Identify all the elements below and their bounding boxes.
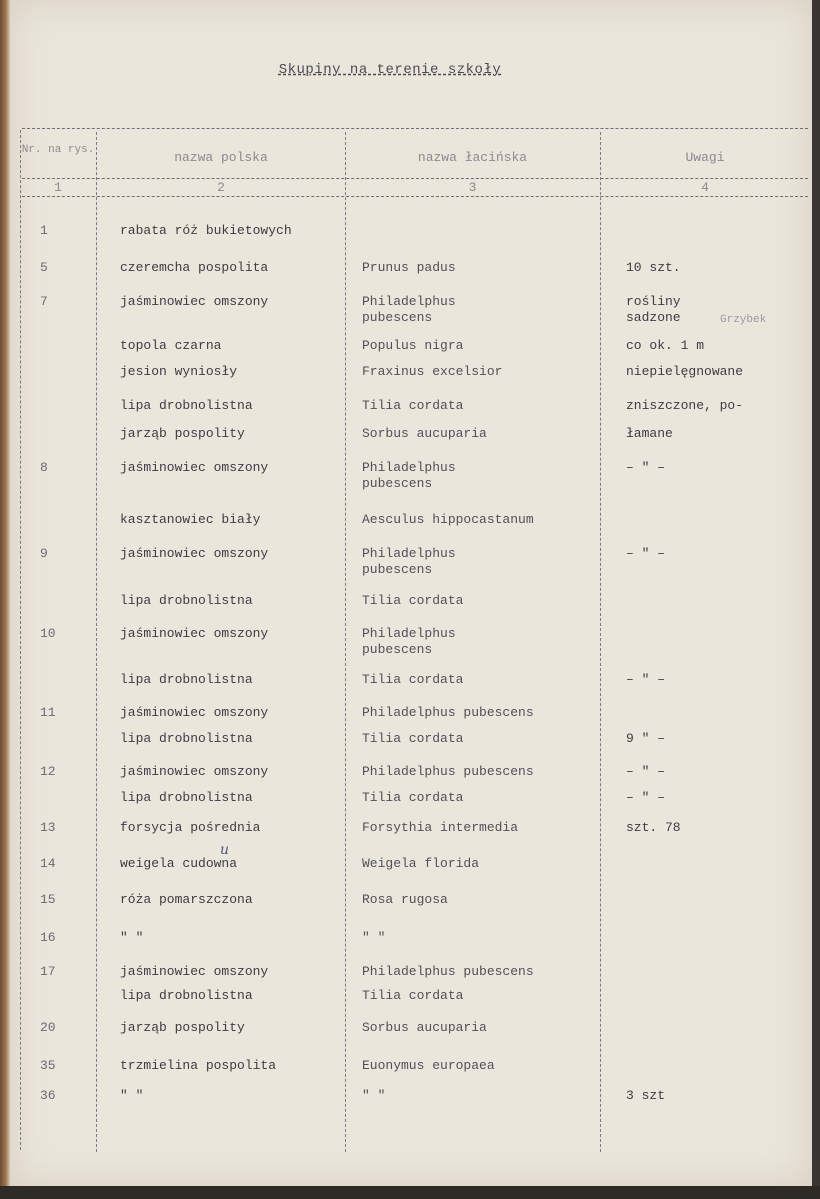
latin-name: Philadelphus pubescens xyxy=(362,764,534,779)
latin-name: Weigela florida xyxy=(362,856,480,871)
polish-name: forsycja pośrednia xyxy=(120,820,261,835)
row-number: 13 xyxy=(40,820,56,835)
polish-name: jaśminowiec omszony xyxy=(120,546,269,561)
col2-divider xyxy=(345,132,346,1152)
polish-name: jarząb pospolity xyxy=(120,426,245,441)
polish-name: rabata róż bukietowych xyxy=(120,223,292,238)
polish-name: lipa drobnolistna xyxy=(120,988,253,1003)
remarks: niepielęgnowane xyxy=(626,364,744,379)
latin-name-cont: pubescens xyxy=(362,642,433,657)
latin-name: Tilia cordata xyxy=(362,672,464,687)
remarks: co ok. 1 m xyxy=(626,338,705,353)
polish-name: trzmielina pospolita xyxy=(120,1058,277,1073)
latin-name: Euonymus europaea xyxy=(362,1058,495,1073)
latin-name-cont: pubescens xyxy=(362,476,433,491)
polish-name: czeremcha pospolita xyxy=(120,260,269,275)
handwritten-correction: u xyxy=(220,842,230,858)
row-number: 1 xyxy=(40,223,48,238)
polish-name: lipa drobnolistna xyxy=(120,398,253,413)
row-number: 9 xyxy=(40,546,48,561)
latin-name: Tilia cordata xyxy=(362,790,464,805)
remarks: łamane xyxy=(626,426,673,441)
remarks: – " – xyxy=(626,460,666,475)
remarks: – " – xyxy=(626,790,666,805)
document-page xyxy=(10,0,812,1186)
row-number: 7 xyxy=(40,294,48,309)
latin-name-cont: pubescens xyxy=(362,562,433,577)
polish-name: jaśminowiec omszony xyxy=(120,964,269,979)
polish-name: " " xyxy=(120,930,144,945)
row-number: 20 xyxy=(40,1020,56,1035)
polish-name: topola czarna xyxy=(120,338,222,353)
latin-name: Philadelphus xyxy=(362,546,456,561)
header-latin-name: nazwa łacińska xyxy=(417,150,528,165)
polish-name: jaśminowiec omszony xyxy=(120,705,269,720)
latin-name: Philadelphus xyxy=(362,460,456,475)
header-nr: Nr. na rys. xyxy=(21,144,95,156)
scan-bottom-edge xyxy=(0,1186,820,1199)
polish-name: lipa drobnolistna xyxy=(120,593,253,608)
latin-name: Sorbus aucuparia xyxy=(362,1020,487,1035)
remarks: – " – xyxy=(626,546,666,561)
remarks: szt. 78 xyxy=(626,820,681,835)
number-row-rule xyxy=(22,196,808,197)
row-number: 17 xyxy=(40,964,56,979)
row-number: 36 xyxy=(40,1088,56,1103)
latin-name: Tilia cordata xyxy=(362,731,464,746)
col1-divider xyxy=(96,132,97,1152)
row-number: 15 xyxy=(40,892,56,907)
table-top-rule xyxy=(22,128,808,129)
row-number: 10 xyxy=(40,626,56,641)
polish-name: lipa drobnolistna xyxy=(120,731,253,746)
latin-name: Rosa rugosa xyxy=(362,892,448,907)
latin-name: Philadelphus xyxy=(362,294,456,309)
latin-name: Tilia cordata xyxy=(362,988,464,1003)
row-number: 16 xyxy=(40,930,56,945)
page-title: Skupiny na terenie szkoły xyxy=(278,62,502,78)
latin-name: Aesculus hippocastanum xyxy=(362,512,534,527)
latin-name: Philadelphus pubescens xyxy=(362,705,534,720)
polish-name: " " xyxy=(120,1088,144,1103)
latin-name: Philadelphus xyxy=(362,626,456,641)
polish-name: jaśminowiec omszony xyxy=(120,294,269,309)
latin-name: Fraxinus excelsior xyxy=(362,364,503,379)
latin-name: Philadelphus pubescens xyxy=(362,964,534,979)
remarks: 3 szt xyxy=(626,1088,666,1103)
row-number: 8 xyxy=(40,460,48,475)
latin-name: Forsythia intermedia xyxy=(362,820,519,835)
remarks: rośliny xyxy=(626,294,681,309)
table-left-rule xyxy=(20,130,21,1150)
row-number: 5 xyxy=(40,260,48,275)
remarks: – " – xyxy=(626,764,666,779)
header-rule xyxy=(22,178,808,179)
polish-name: kasztanowiec biały xyxy=(120,512,261,527)
latin-name: Sorbus aucuparia xyxy=(362,426,487,441)
row-number: 35 xyxy=(40,1058,56,1073)
polish-name: jarząb pospolity xyxy=(120,1020,245,1035)
header-num-3: 3 xyxy=(468,180,477,195)
latin-name: Populus nigra xyxy=(362,338,464,353)
polish-name: jaśminowiec omszony xyxy=(120,764,269,779)
polish-name: róża pomarszczona xyxy=(120,892,253,907)
latin-name: Tilia cordata xyxy=(362,398,464,413)
header-num-1: 1 xyxy=(54,180,62,195)
polish-name: jaśminowiec omszony xyxy=(120,626,269,641)
polish-name: weigela cudowna xyxy=(120,856,238,871)
remarks: zniszczone, po- xyxy=(626,398,744,413)
latin-name: " " xyxy=(362,930,386,945)
col3-divider xyxy=(600,132,601,1152)
row-number: 11 xyxy=(40,705,56,720)
remarks-cont: sadzone xyxy=(626,310,681,325)
margin-note: Grzybek xyxy=(720,314,767,326)
latin-name: " " xyxy=(362,1088,386,1103)
header-num-4: 4 xyxy=(701,180,709,195)
header-num-2: 2 xyxy=(217,180,225,195)
polish-name: lipa drobnolistna xyxy=(120,790,253,805)
row-number: 14 xyxy=(40,856,56,871)
latin-name: Prunus padus xyxy=(362,260,456,275)
row-number: 12 xyxy=(40,764,56,779)
latin-name-cont: pubescens xyxy=(362,310,433,325)
remarks: – " – xyxy=(626,672,666,687)
book-binding xyxy=(0,0,10,1199)
remarks: 9 " – xyxy=(626,731,666,746)
remarks: 10 szt. xyxy=(626,260,681,275)
polish-name: lipa drobnolistna xyxy=(120,672,253,687)
polish-name: jesion wyniosły xyxy=(120,364,238,379)
header-polish-name: nazwa polska xyxy=(174,150,268,165)
header-remarks: Uwagi xyxy=(685,150,725,165)
latin-name: Tilia cordata xyxy=(362,593,464,608)
polish-name: jaśminowiec omszony xyxy=(120,460,269,475)
